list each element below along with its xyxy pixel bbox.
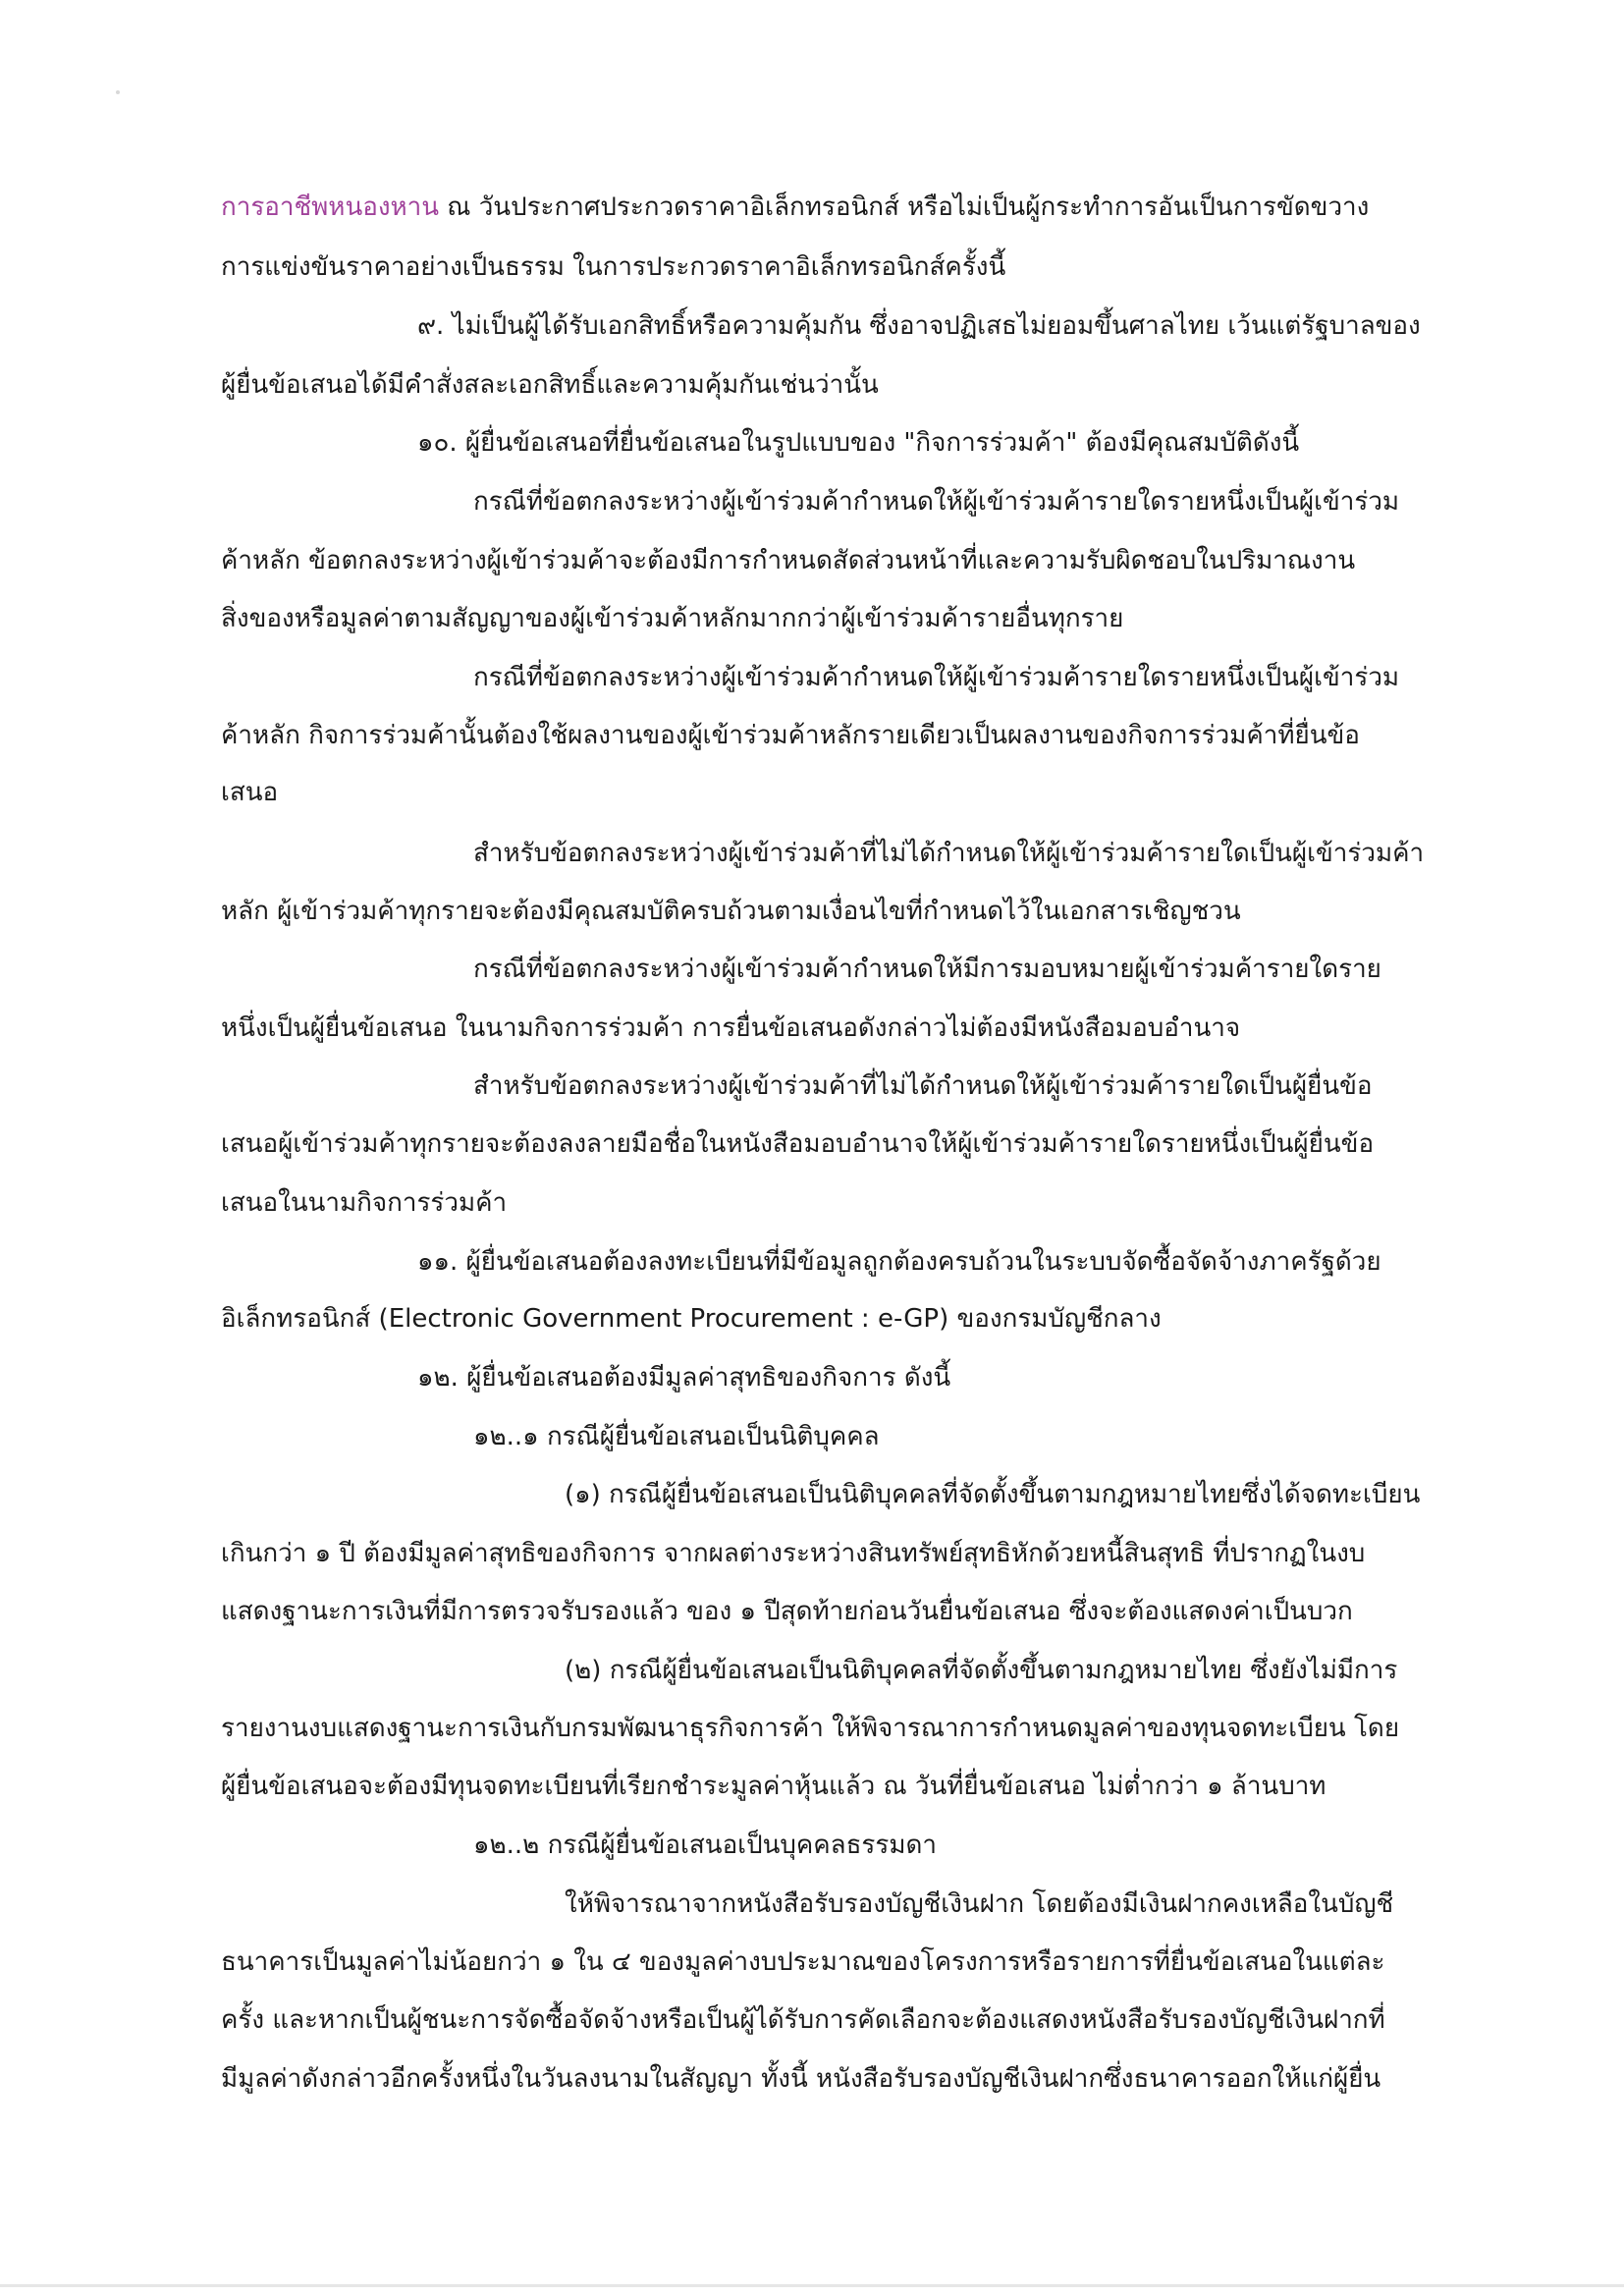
text-line: สำหรับข้อตกลงระหว่างผู้เข้าร่วมค้าที่ไม่ได้กำหนดให้ผู้เข้าร่วมค้ารายใดเป็นผู้ยื่นข้อ	[473, 1071, 1373, 1101]
clause-11: ๑๑. ผู้ยื่นข้อเสนอต้องลงทะเบียนที่มีข้อมูลถูกต้องครบถ้วนในระบบจัดซื้อจัดจ้างภาครัฐด้วย	[417, 1247, 1381, 1277]
highlighted-text: การอาชีพหนองหาน	[221, 192, 440, 222]
text-line: มีมูลค่าดังกล่าวอีกครั้งหนึ่งในวันลงนามในสัญญา ทั้งนี้ หนังสือรับรองบัญชีเงินฝากซึ่งธนาคารออกให้แก่ผู้ยื่น	[221, 2064, 1381, 2094]
text-line: เสนอผู้เข้าร่วมค้าทุกรายจะต้องลงลายมือชื่อในหนังสือมอบอำนาจให้ผู้เข้าร่วมค้ารายใดรายหนึ่งเป็นผู้ยื่นข้อ	[221, 1129, 1375, 1159]
text-line: กรณีที่ข้อตกลงระหว่างผู้เข้าร่วมค้ากำหนดให้มีการมอบหมายผู้เข้าร่วมค้ารายใดราย	[473, 955, 1381, 984]
text-line: หนึ่งเป็นผู้ยื่นข้อเสนอ ในนามกิจการร่วมค้า การยื่นข้อเสนอดังกล่าวไม่ต้องมีหนังสือมอบอำนาจ	[221, 1013, 1241, 1043]
text-line: หลัก ผู้เข้าร่วมค้าทุกรายจะต้องมีคุณสมบัติครบถ้วนตามเงื่อนไขที่กำหนดไว้ในเอกสารเชิญชวน	[221, 897, 1241, 926]
text-line: รายงานงบแสดงฐานะการเงินกับกรมพัฒนาธุรกิจการค้า ให้พิจารณาการกำหนดมูลค่าของทุนจดทะเบียน โดย	[221, 1714, 1400, 1743]
text-line: แสดงฐานะการเงินที่มีการตรวจรับรองแล้ว ของ ๑ ปีสุดท้ายก่อนวันยื่นข้อเสนอ ซึ่งจะต้องแสดงค่าเป็นบวก	[221, 1597, 1353, 1626]
text-line: เสนอในนามกิจการร่วมค้า	[221, 1188, 508, 1218]
clause-10: ๑๐. ผู้ยื่นข้อเสนอที่ยื่นข้อเสนอในรูปแบบของ "กิจการร่วมค้า" ต้องมีคุณสมบัติดังนี้	[417, 428, 1300, 458]
subclause-12-1: ๑๒..๑ กรณีผู้ยื่นข้อเสนอเป็นนิติบุคคล	[473, 1422, 880, 1451]
text-line: เกินกว่า ๑ ปี ต้องมีมูลค่าสุทธิของกิจการ จากผลต่างระหว่างสินทรัพย์สุทธิหักด้วยหนี้สินสุทธิ ที่ปรากฏในงบ	[221, 1539, 1366, 1568]
text-line: ค้าหลัก ข้อตกลงระหว่างผู้เข้าร่วมค้าจะต้องมีการกำหนดสัดส่วนหน้าที่และความรับผิดชอบในปริมาณงาน	[221, 546, 1356, 575]
text-line: การแข่งขันราคาอย่างเป็นธรรม ในการประกวดราคาอิเล็กทรอนิกส์ครั้งนี้	[221, 252, 1006, 282]
text-line: สำหรับข้อตกลงระหว่างผู้เข้าร่วมค้าที่ไม่ได้กำหนดให้ผู้เข้าร่วมค้ารายใดเป็นผู้เข้าร่วมค้า	[473, 839, 1425, 868]
text-line: กรณีที่ข้อตกลงระหว่างผู้เข้าร่วมค้ากำหนดให้ผู้เข้าร่วมค้ารายใดรายหนึ่งเป็นผู้เข้าร่วม	[473, 487, 1400, 517]
subclause-12-2: ๑๒..๒ กรณีผู้ยื่นข้อเสนอเป็นบุคคลธรรมดา	[473, 1831, 937, 1860]
text-line: สิ่งของหรือมูลค่าตามสัญญาของผู้เข้าร่วมค้าหลักมากกว่าผู้เข้าร่วมค้ารายอื่นทุกราย	[221, 604, 1124, 633]
clause-9: ๙. ไม่เป็นผู้ได้รับเอกสิทธิ์หรือความคุ้มกัน ซึ่งอาจปฏิเสธไม่ยอมขึ้นศาลไทย เว้นแต่รัฐบาลของ	[417, 311, 1421, 341]
page-bottom-edge	[0, 2284, 1624, 2287]
text-line: กรณีที่ข้อตกลงระหว่างผู้เข้าร่วมค้ากำหนดให้ผู้เข้าร่วมค้ารายใดรายหนึ่งเป็นผู้เข้าร่วม	[473, 663, 1400, 692]
text-line: (๒) กรณีผู้ยื่นข้อเสนอเป็นนิติบุคคลที่จัดตั้งขึ้นตามกฎหมายไทย ซึ่งยังไม่มีการ	[565, 1656, 1398, 1685]
text-line: ครั้ง และหากเป็นผู้ชนะการจัดซื้อจัดจ้างหรือเป็นผู้ได้รับการคัดเลือกจะต้องแสดงหนังสือรับรองบัญชีเงินฝากที่	[221, 2005, 1385, 2035]
text-line: ธนาคารเป็นมูลค่าไม่น้อยกว่า ๑ ใน ๔ ของมูลค่างบประมาณของโครงการหรือรายการที่ยื่นข้อเสนอในแต่ละ	[221, 1947, 1385, 1977]
clause-12: ๑๒. ผู้ยื่นข้อเสนอต้องมีมูลค่าสุทธิของกิจการ ดังนี้	[417, 1363, 951, 1393]
text-line: ผู้ยื่นข้อเสนอได้มีคำสั่งสละเอกสิทธิ์และความคุ้มกันเช่นว่านั้น	[221, 370, 879, 400]
text-line: ค้าหลัก กิจการร่วมค้านั้นต้องใช้ผลงานของผู้เข้าร่วมค้าหลักรายเดียวเป็นผลงานของกิจการร่วมค้าที่ยื่นข้อ	[221, 721, 1360, 750]
line-text: ณ วันประกาศประกวดราคาอิเล็กทรอนิกส์ หรือไม่เป็นผู้กระทำการอันเป็นการขัดขวาง	[439, 192, 1370, 222]
text-line: (๑) กรณีผู้ยื่นข้อเสนอเป็นนิติบุคคลที่จัดตั้งขึ้นตามกฎหมายไทยซึ่งได้จดทะเบียน	[565, 1480, 1421, 1509]
text-line: ผู้ยื่นข้อเสนอจะต้องมีทุนจดทะเบียนที่เรียกชำระมูลค่าหุ้นแล้ว ณ วันที่ยื่นข้อเสนอ ไม่ต่ำกว่า ๑ ล้านบาท	[221, 1772, 1326, 1801]
text-line: เสนอ	[221, 778, 279, 807]
text-line: ให้พิจารณาจากหนังสือรับรองบัญชีเงินฝาก โดยต้องมีเงินฝากคงเหลือในบัญชี	[565, 1889, 1394, 1919]
text-line: อิเล็กทรอนิกส์ (Electronic Government Procurement : e-GP) ของกรมบัญชีกลาง	[221, 1304, 1162, 1334]
scan-speck	[116, 90, 120, 94]
text-line	[221, 191, 1369, 224]
